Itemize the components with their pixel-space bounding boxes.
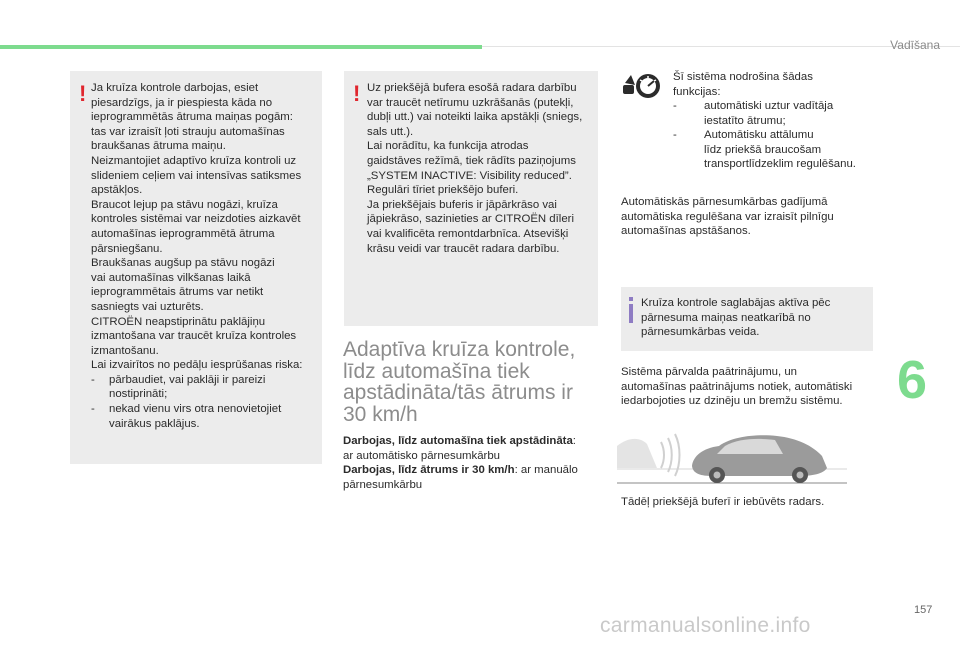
section-heading: Adaptīva kruīza kontrole, līdz automašīna tiek apstādināta/tās ātrums ir 30 km/h [343, 338, 576, 426]
page-number: 157 [914, 604, 933, 616]
warning-paragraph: Lai norādītu, ka funkcija atrodas gaidstāves režīmā, tiek rādīts paziņojums „SYSTEM INACTIVE: Visibility reduced”. [367, 140, 576, 182]
watermark: carmanualsonline.info [600, 614, 811, 637]
info-text: Kruīza kontrole saglabājas aktīva pēc pārnesuma maiņas neatkarībā no pārnesumkārbas veida. [641, 297, 831, 339]
warning-paragraph: Uz priekšējā bufera esošā radara darbību var traucēt netīrumu uzkrāšanās (putekļi, dubļi utt.) vai noteikti laika apstākļi (sniegs, sals utt.). [367, 82, 583, 138]
exclamation-icon: ! [353, 81, 361, 106]
radar-speedometer-icon [621, 71, 663, 101]
warning-paragraph: Ja kruīza kontrole darbojas, esiet piesardzīgs, ja ir piespiesta kāda no ieprogrammētās ātruma maiņas pogām: tas var izraisīt ļoti strauju automašīnas braukšanas ātruma maiņu. [91, 82, 293, 153]
section-title: Vadīšana [890, 38, 940, 52]
warning-paragraph: Ja priekšējais buferis ir jāpārkrāso vai jāpiekrāso, sazinieties ar CITROËN dīleri vai kvalificēta remontdarbnīca. Atsevišķi krāsu veidi var traucēt radara darbību. [367, 198, 575, 255]
list-item: - pārbaudiet, vai paklāji ir pareizi nostiprināti; [91, 373, 266, 401]
operation-modes [343, 434, 601, 492]
list-item: - nekad vienu virs otra nenovietojiet vairākus paklājus. [91, 403, 282, 430]
warning-paragraph: Lai izvairītos no pedāļu iesprūšanas riska: [91, 359, 303, 372]
exclamation-icon: ! [79, 81, 87, 106]
warning-paragraph: Braukšanas augšup pa stāvu nogāzi vai automašīnas vilkšanas laikā ieprogrammētais ātrums var netikt sasniegts vai uzturēts. [91, 257, 275, 313]
mode-manual: Darbojas, līdz ātrums ir 30 km/h: ar manuālo pārnesumkārbu [343, 464, 578, 491]
warning-paragraph: CITROËN neapstiprinātu paklājiņu izmantošana var traucēt kruīza kontroles izmantošanu. [91, 315, 297, 357]
header-rule [482, 46, 960, 47]
list-item: - Automātisku attālumu līdz priekšā braucošam transportlīdzeklim regulēšanu. [673, 129, 856, 171]
warning-box-radar [344, 71, 598, 326]
functions-list [673, 99, 883, 172]
warning-paragraph: Neizmantojiet adaptīvo kruīza kontroli uz slideniem ceļiem vai intensīvas satiksmes apstākļos. [91, 154, 302, 197]
warning-paragraph: Regulāri tīriet priekšējo buferi. [367, 184, 519, 197]
automatic-gearbox-note: Automātiskās pārnesumkārbas gadījumā automātiska regulēšana var izraisīt pilnīgu automašīnas apstāšanos. [621, 196, 834, 238]
warning-box-left [70, 71, 322, 464]
mode-automatic: Darbojas, līdz automašīna tiek apstādināta: ar automātisko pārnesumkārbu [343, 435, 576, 462]
car-radar-waves-icon [617, 428, 847, 484]
list-item: - automātiski uztur vadītāja iestatīto ātrumu; [673, 100, 834, 127]
info-icon [629, 297, 633, 323]
radar-note: Tādēļ priekšējā buferī ir iebūvēts radars. [621, 496, 825, 508]
functions-intro: Šī sistēma nodrošina šādas funkcijas: [673, 71, 813, 98]
info-box [621, 287, 873, 351]
system-note: Sistēma pārvalda paātrinājumu, un automašīnas paātrinājums notiek, automātiski iedarbojoties uz dzinēju un bremžu sistēmu. [621, 366, 853, 408]
warning-paragraph: Braucot lejup pa stāvu nogāzi, kruīza kontroles sistēmai var neizdoties aizkavēt automašīnas ieprogrammētā ātruma pārsniegšanu. [91, 198, 301, 255]
chapter-number: 6 [897, 350, 928, 410]
mat-precautions-list [91, 373, 323, 431]
header-accent-bar [0, 45, 482, 49]
